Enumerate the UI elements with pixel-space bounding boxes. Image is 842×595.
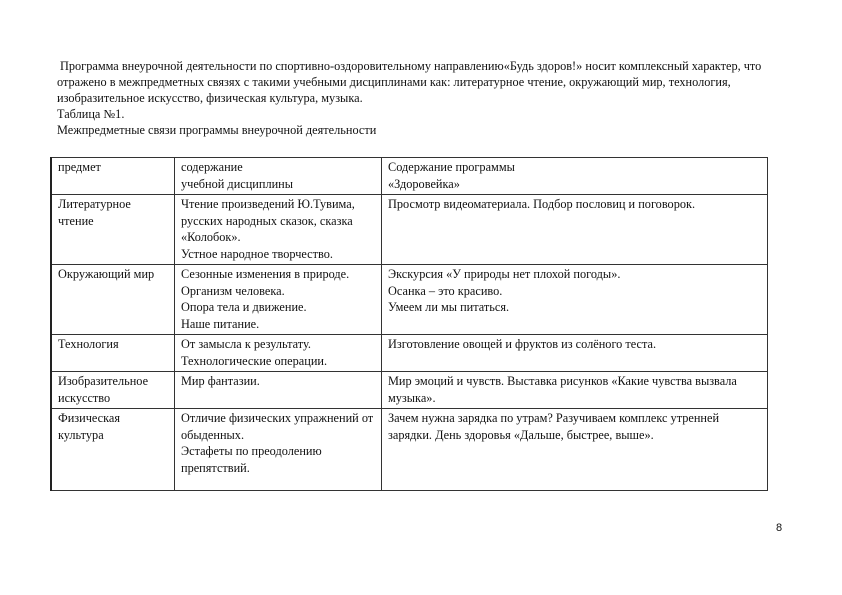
cell-program: Просмотр видеоматериала. Подбор пословиц и поговорок.: [382, 195, 768, 265]
table-row: [51, 265, 768, 335]
header-subject: предмет: [51, 158, 175, 195]
table-label: Таблица №1.: [57, 107, 125, 121]
intro-block: [57, 58, 787, 138]
table-row: [51, 372, 768, 409]
cell-program: Изготовление овощей и фруктов из солёного теста.: [382, 335, 768, 372]
intro-paragraph: Программа внеурочной деятельности по спортивно-оздоровительному направлению«Будь здоров!» носит комплексный характер, что отражено в межпредметных связях с такими учебными дисциплинами как: литературное чтение, окружающий мир, технология, изобразительное искусство, физическая культура, музыка.: [57, 59, 762, 105]
cell-subject: Окружающий мир: [51, 265, 175, 335]
cell-discipline: Чтение произведений Ю.Тувима, русских народных сказок, сказка «Колобок». Устное народное творчество.: [175, 195, 382, 265]
cell-subject: Изобразительное искусство: [51, 372, 175, 409]
cell-program: Зачем нужна зарядка по утрам? Разучиваем комплекс утренней зарядки. День здоровья «Дальше, быстрее, выше».: [382, 409, 768, 491]
header-discipline: содержание учебной дисциплины: [175, 158, 382, 195]
cell-subject: Физическая культура: [51, 409, 175, 491]
header-program: Содержание программы «Здоровейка»: [382, 158, 768, 195]
cell-discipline: Отличие физических упражнений от обыденных. Эстафеты по преодолению препятствий.: [175, 409, 382, 491]
cell-program: Мир эмоций и чувств. Выставка рисунков «Какие чувства вызвала музыка».: [382, 372, 768, 409]
table-row: [51, 409, 768, 491]
cell-program: Экскурсия «У природы нет плохой погоды». Осанка – это красиво. Умеем ли мы питаться.: [382, 265, 768, 335]
cell-subject: Технология: [51, 335, 175, 372]
cell-discipline: Сезонные изменения в природе. Организм человека. Опора тела и движение. Наше питание.: [175, 265, 382, 335]
table-row: [51, 335, 768, 372]
interdisciplinary-table: [50, 157, 768, 491]
table-header-row: [51, 158, 768, 195]
page-number: 8: [776, 522, 783, 534]
table-caption: Межпредметные связи программы внеурочной деятельности: [57, 123, 377, 137]
cell-subject: Литературное чтение: [51, 195, 175, 265]
table-row: [51, 195, 768, 265]
cell-discipline: Мир фантазии.: [175, 372, 382, 409]
cell-discipline: От замысла к результату. Технологические операции.: [175, 335, 382, 372]
